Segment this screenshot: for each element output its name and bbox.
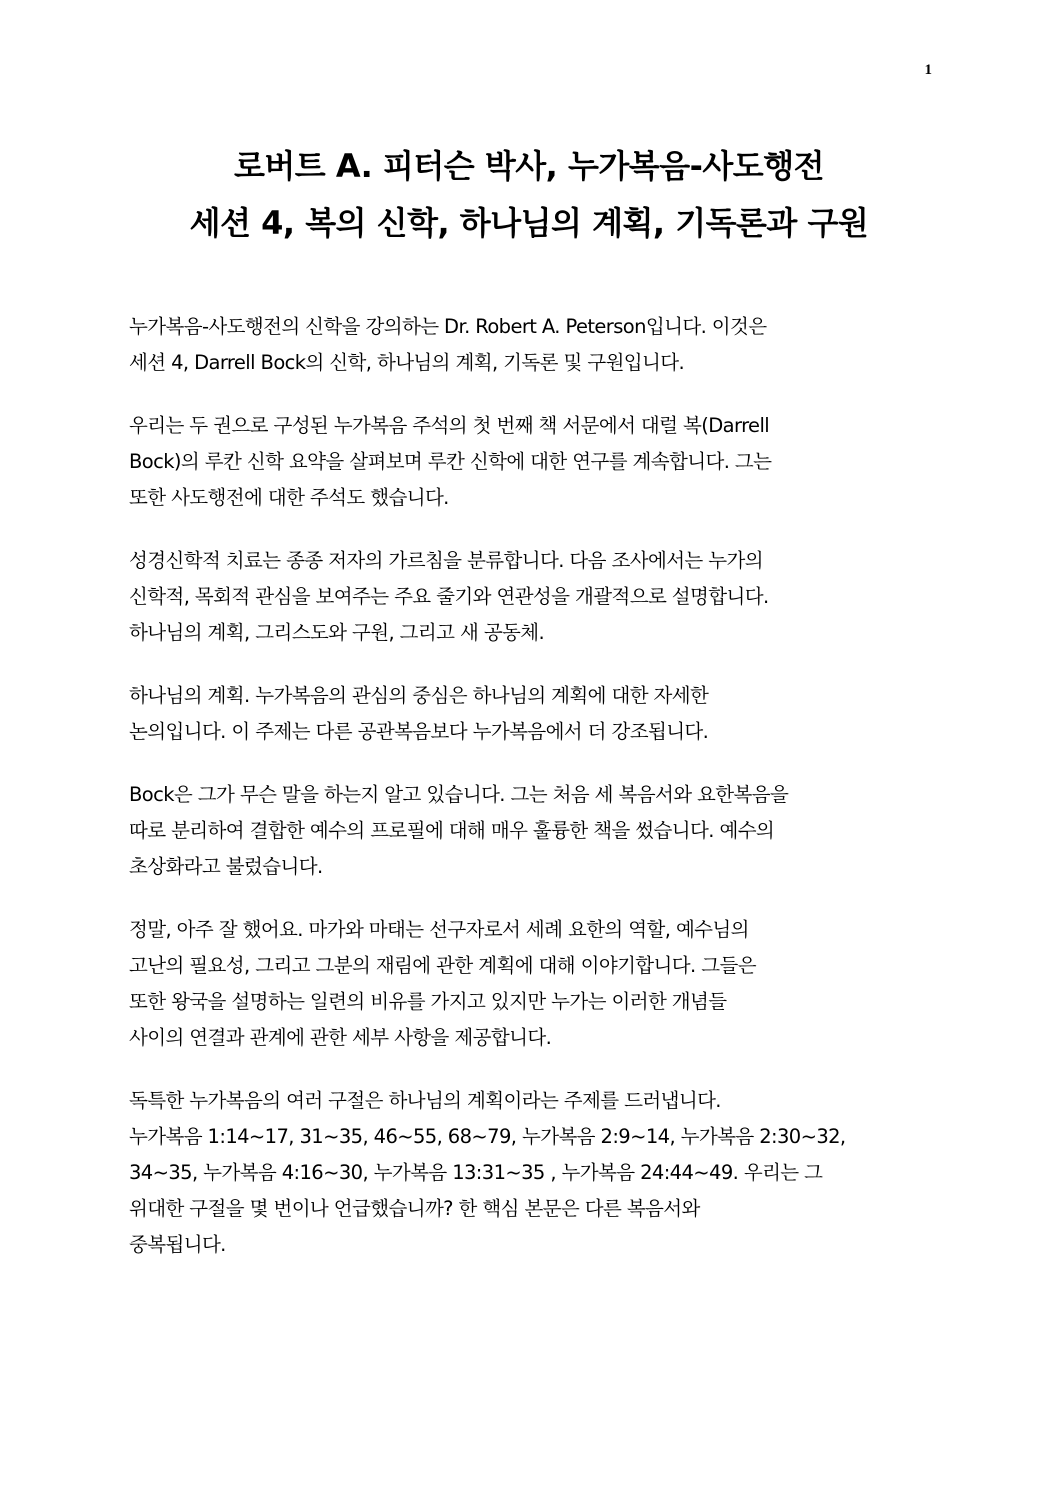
text-line: 또한 사도행전에 대한 주석도 했습니다. <box>129 486 449 509</box>
paragraph-2 <box>129 408 939 516</box>
page-number: 1 <box>924 62 932 78</box>
text-line: 따로 분리하여 결합한 예수의 프로필에 대해 매우 훌륭한 책을 썼습니다. 예수의 <box>129 819 775 842</box>
text-line: 중복됩니다. <box>129 1233 226 1256</box>
paragraph-3 <box>129 543 939 651</box>
text-line: 하나님의 계획. 누가복음의 관심의 중심은 하나님의 계획에 대한 자세한 <box>129 684 709 707</box>
text-line: 하나님의 계획, 그리스도와 구원, 그리고 새 공동체. <box>129 621 545 644</box>
text-line: 논의입니다. 이 주제는 다른 공관복음보다 누가복음에서 더 강조됩니다. <box>129 720 709 743</box>
text-line: 세션 4, Darrell Bock의 신학, 하나님의 계획, 기독론 및 구원입니다. <box>129 351 685 374</box>
paragraph-7 <box>129 1083 939 1263</box>
text-line: 성경신학적 치료는 종종 저자의 가르침을 분류합니다. 다음 조사에서는 누가의 <box>129 549 763 572</box>
paragraph-1 <box>129 309 939 381</box>
text-line: 고난의 필요성, 그리고 그분의 재림에 관한 계획에 대해 이야기합니다. 그들은 <box>129 954 756 977</box>
text-line: Bock)의 루칸 신학 요약을 살펴보며 루칸 신학에 대한 연구를 계속합니다. 그는 <box>129 450 772 473</box>
text-line: 누가복음 1:14~17, 31~35, 46~55, 68~79, 누가복음 2:9~14, 누가복음 2:30~32, <box>129 1125 846 1148</box>
text-line: 신학적, 목회적 관심을 보여주는 주요 줄기와 연관성을 개괄적으로 설명합니다. <box>129 585 769 608</box>
text-line: 우리는 두 권으로 구성된 누가복음 주석의 첫 번째 책 서문에서 대럴 복(Darrell <box>129 414 770 437</box>
title-line-1: 로버트 A. 피터슨 박사, 누가복음-사도행전 <box>233 147 825 185</box>
document-title <box>0 138 1058 252</box>
paragraph-4 <box>129 678 939 750</box>
text-line: 34~35, 누가복음 4:16~30, 누가복음 13:31~35 , 누가복음 24:44~49. 우리는 그 <box>129 1161 823 1184</box>
text-line: 독특한 누가복음의 여러 구절은 하나님의 계획이라는 주제를 드러냅니다. <box>129 1089 721 1112</box>
text-line: 초상화라고 불렀습니다. <box>129 855 323 878</box>
text-line: 정말, 아주 잘 했어요. 마가와 마태는 선구자로서 세례 요한의 역할, 예수님의 <box>129 918 749 941</box>
document-body <box>129 309 939 1290</box>
title-line-2: 세션 4, 복의 신학, 하나님의 계획, 기독론과 구원 <box>189 204 869 242</box>
text-line: 누가복음-사도행전의 신학을 강의하는 Dr. Robert A. Peterson입니다. 이것은 <box>129 315 767 338</box>
text-line: 또한 왕국을 설명하는 일련의 비유를 가지고 있지만 누가는 이러한 개념들 <box>129 990 727 1013</box>
text-line: Bock은 그가 무슨 말을 하는지 알고 있습니다. 그는 처음 세 복음서와 요한복음을 <box>129 783 789 806</box>
paragraph-5 <box>129 777 939 885</box>
text-line: 사이의 연결과 관계에 관한 세부 사항을 제공합니다. <box>129 1026 552 1049</box>
paragraph-6 <box>129 912 939 1056</box>
text-line: 위대한 구절을 몇 번이나 언급했습니까? 한 핵심 본문은 다른 복음서와 <box>129 1197 700 1220</box>
